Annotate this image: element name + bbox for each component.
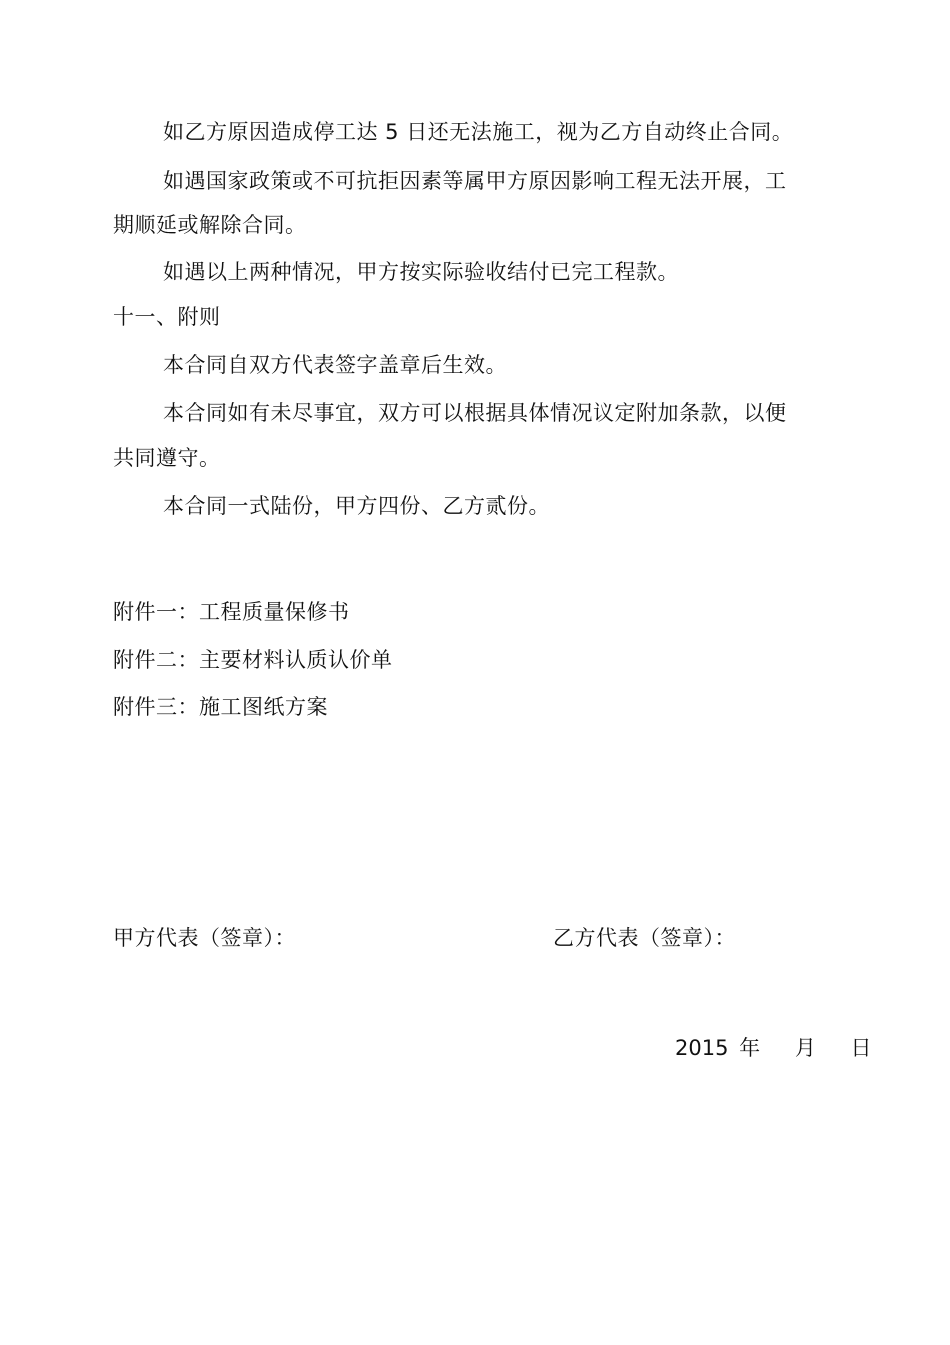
clause-supplementary-cont: 共同遵守。: [113, 446, 221, 470]
sign-date: [675, 1034, 872, 1062]
attachment-3: 附件三：施工图纸方案: [113, 695, 328, 719]
section-heading-appendix-rules: 十一、附则: [113, 305, 221, 329]
party-b-signature: 乙方代表（签章）：: [553, 926, 736, 950]
clause-supplementary: 本合同如有未尽事宜，双方可以根据具体情况议定附加条款，以便: [163, 401, 787, 425]
party-a-signature: 甲方代表（签章）：: [113, 926, 296, 950]
date-month-label: 月: [794, 1036, 816, 1060]
clause-copies: 本合同一式陆份，甲方四份、乙方贰份。: [163, 494, 550, 518]
attachment-1: 附件一：工程质量保修书: [113, 600, 350, 624]
clause-force-majeure-cont: 期顺延或解除合同。: [113, 213, 307, 237]
date-year: 2015: [675, 1036, 729, 1060]
date-year-label: 年: [739, 1036, 761, 1060]
date-day-label: 日: [850, 1036, 872, 1060]
clause-settlement: 如遇以上两种情况，甲方按实际验收结付已完工程款。: [163, 260, 679, 284]
attachment-2: 附件二：主要材料认质认价单: [113, 648, 393, 672]
clause-effective: 本合同自双方代表签字盖章后生效。: [163, 353, 507, 377]
clause-stop-work: 如乙方原因造成停工达 5 日还无法施工，视为乙方自动终止合同。: [163, 120, 794, 144]
clause-force-majeure: 如遇国家政策或不可抗拒因素等属甲方原因影响工程无法开展，工: [163, 169, 787, 193]
